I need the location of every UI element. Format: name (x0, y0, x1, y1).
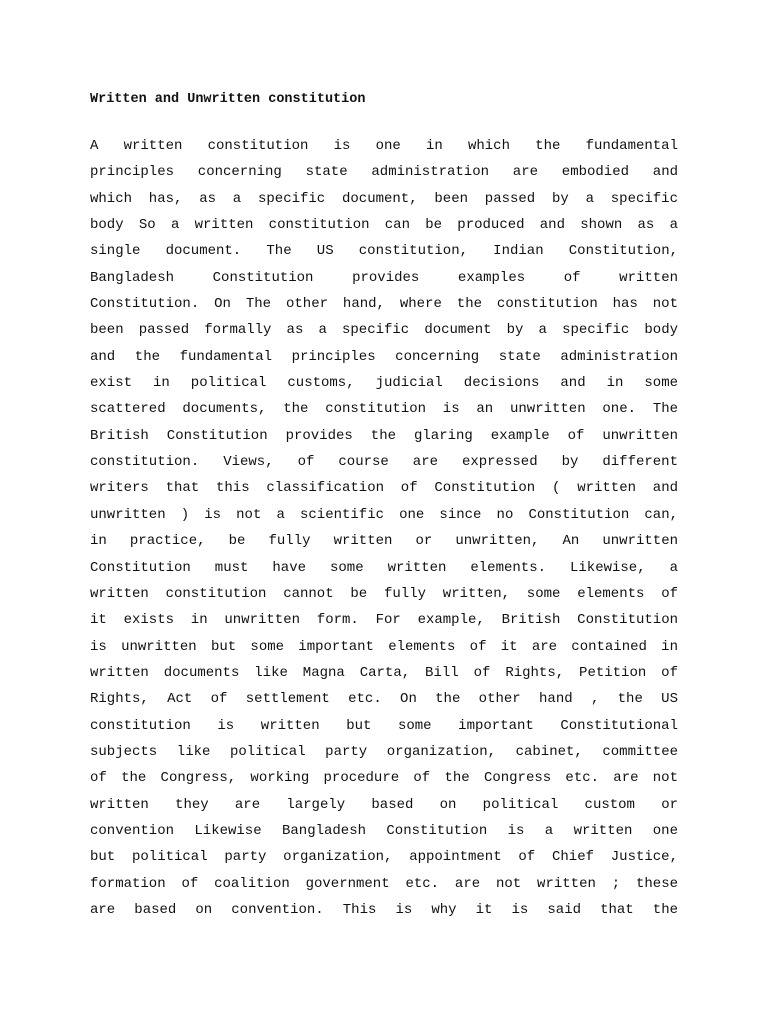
paragraph-line: which has, as a specific document, been passed by a specific (90, 190, 678, 207)
paragraph-line: Constitution. On The other hand, where the constitution has not (90, 296, 678, 313)
paragraph-line: been passed formally as a specific document by a specific body (90, 322, 678, 339)
paragraph-line: scattered documents, the constitution is an unwritten one. The (90, 401, 678, 418)
paragraph-line: and the fundamental principles concerning state administration (90, 348, 678, 365)
paragraph-line: it exists in unwritten form. For example, British Constitution (90, 612, 678, 629)
paragraph-line: formation of coalition government etc. are not written ; these (90, 875, 678, 892)
paragraph-line: principles concerning state administration are embodied and (90, 164, 678, 181)
paragraph-line: convention Likewise Bangladesh Constitution is a written one (90, 822, 678, 839)
paragraph-line: in practice, be fully written or unwritten, An unwritten (90, 533, 678, 550)
paragraph-line: subjects like political party organization, cabinet, committee (90, 743, 678, 760)
paragraph-line: is unwritten but some important elements of it are contained in (90, 638, 678, 655)
paragraph-line: Constitution must have some written elements. Likewise, a (90, 559, 678, 576)
paragraph-line: written documents like Magna Carta, Bill of Rights, Petition of (90, 664, 678, 681)
paragraph-line: Bangladesh Constitution provides examples of written (90, 269, 678, 286)
body-paragraph (90, 136, 678, 926)
paragraph-line: single document. The US constitution, Indian Constitution, (90, 243, 678, 260)
paragraph-line: written they are largely based on political custom or (90, 796, 678, 813)
paragraph-line: written constitution cannot be fully written, some elements of (90, 585, 678, 602)
paragraph-line: are based on convention. This is why it is said that the (90, 901, 678, 918)
paragraph-line: exist in political customs, judicial decisions and in some (90, 375, 678, 392)
paragraph-line: British Constitution provides the glaring example of unwritten (90, 427, 678, 444)
paragraph-line: unwritten ) is not a scientific one since no Constitution can, (90, 506, 678, 523)
document-title: Written and Unwritten constitution (90, 92, 366, 107)
paragraph-line: constitution. Views, of course are expressed by different (90, 454, 678, 471)
paragraph-line: constitution is written but some important Constitutional (90, 717, 678, 734)
paragraph-line: writers that this classification of Constitution ( written and (90, 480, 678, 497)
paragraph-line: A written constitution is one in which the fundamental (90, 138, 678, 154)
paragraph-line: of the Congress, working procedure of the Congress etc. are not (90, 770, 678, 787)
paragraph-line: Rights, Act of settlement etc. On the other hand , the US (90, 691, 678, 708)
paragraph-line: but political party organization, appointment of Chief Justice, (90, 849, 678, 866)
paragraph-line: body So a written constitution can be produced and shown as a (90, 217, 678, 234)
